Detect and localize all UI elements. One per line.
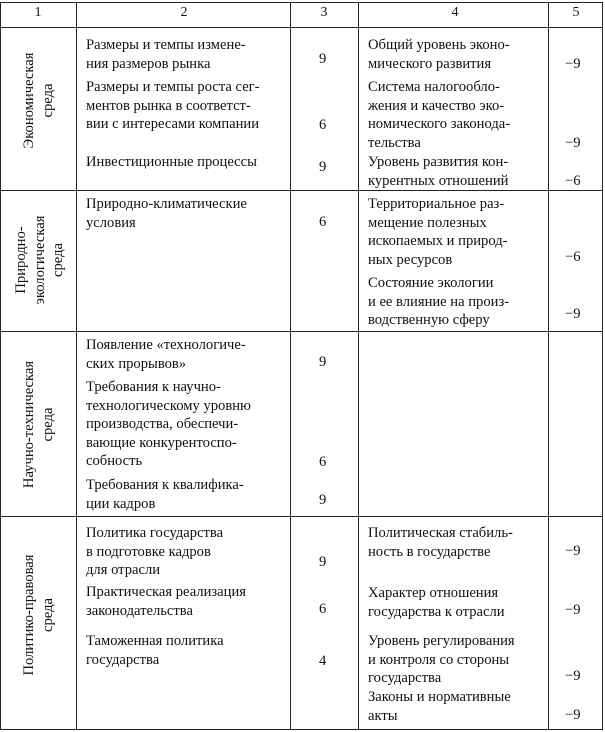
table-bottom-border [0,729,603,730]
external-score: −6 [565,249,581,265]
internal-factor: Политика государства в подготовке кадров для отрасли [86,525,224,578]
header-divider [0,27,603,28]
internal-score: 4 [319,653,327,669]
internal-factor: Размеры и темпы роста сег- ментов рынка в соответст- вии с интересами компании [86,79,260,132]
internal-score: 9 [319,554,327,570]
internal-score: 6 [319,214,327,230]
section-divider [0,190,603,191]
internal-factor: Таможенная политика государства [86,633,224,668]
internal-factor: Размеры и темпы измене- ния размеров рынка [86,37,246,72]
column-header-3: 3 [320,5,328,20]
external-factor: Законы и нормативные акты [368,689,511,724]
column-divider [290,2,291,729]
internal-score: 9 [319,51,327,67]
section-divider [0,331,603,332]
internal-score: 9 [319,492,327,508]
internal-factor: Требования к научно- технологическому уровню производства, обеспечи- вающие конкурентоспо- собность [86,379,251,469]
internal-score: 9 [319,354,327,370]
section-title-ecology: Природно- экологическая среда [13,215,66,305]
internal-score: 9 [319,159,327,175]
internal-score: 6 [319,117,327,133]
section-divider [0,516,603,517]
column-header-1: 1 [34,5,42,20]
internal-factor: Требования к квалифика- ции кадров [86,477,244,512]
internal-factor: Инвестиционные процессы [86,154,257,170]
table-left-border [0,2,1,729]
internal-score: 6 [319,601,327,617]
external-factor: Состояние экологии и ее влияние на произ- водственную сферу [368,275,510,328]
internal-factor: Природно-климатические условия [86,196,247,231]
external-score: −9 [565,707,581,723]
external-score: −9 [565,306,581,322]
external-factor: Общий уровень эконо- мического развития [368,37,510,72]
internal-score: 6 [319,454,327,470]
column-header-2: 2 [180,5,188,20]
section-title-science: Научно-техническая среда [21,360,56,489]
external-score: −9 [565,56,581,72]
external-factor: Уровень развития кон- курентных отношений [368,154,509,189]
external-factor: Система налогообло- жения и качество эко- номического законода- тельства [368,79,511,151]
column-header-4: 4 [451,5,459,20]
external-factor: Уровень регулирования и контроля со стороны государства [368,633,515,686]
internal-factor: Появление «технологиче- ских прорывов» [86,337,246,372]
external-score: −6 [565,173,581,189]
table-top-border [0,2,603,3]
external-score: −9 [565,543,581,559]
column-divider [358,2,359,729]
column-divider [548,2,549,729]
external-factor: Территориальное раз- мещение полезных ископаемых и природ- ных ресурсов [368,196,508,268]
external-factor: Характер отношения государства к отрасли [368,585,505,620]
section-title-politics: Политико-правовая среда [21,554,56,676]
internal-factor: Практическая реализация законодательства [86,584,246,619]
external-score: −9 [565,668,581,684]
external-score: −9 [565,135,581,151]
external-factor: Политическая стабиль- ность в государстве [368,525,513,560]
external-score: −9 [565,602,581,618]
section-title-economic: Экономическая среда [21,52,56,149]
column-header-5: 5 [572,5,580,20]
column-divider [76,2,77,729]
table-right-border [602,2,603,729]
